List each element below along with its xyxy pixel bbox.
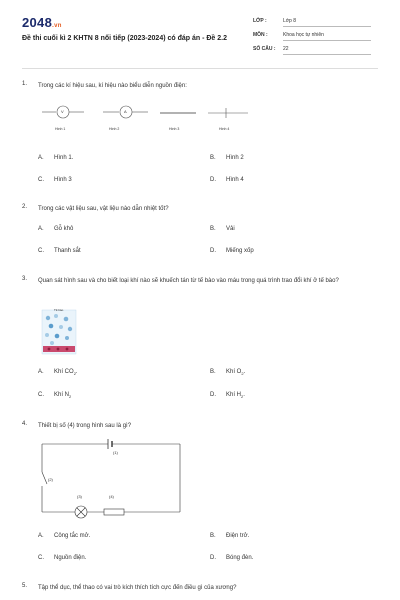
option-text: Gỗ khô <box>54 226 74 232</box>
option-letter: C. <box>38 248 44 254</box>
meta-class-value: Lớp 8 <box>283 18 371 27</box>
option-text: Bóng đèn. <box>226 555 254 561</box>
question-text: Quan sát hình sau và cho biết loại khí nào sẽ khuếch tán từ tế bào vào máu trong quá trình trao đổi khí ở tế bào? <box>38 278 339 284</box>
option-subscript: 2 <box>73 371 76 377</box>
option-letter: D. <box>210 392 216 398</box>
option-text-after: . <box>243 392 245 398</box>
fig2-caption: Hình 2 <box>109 127 120 131</box>
fig4-caption: Hình 4 <box>219 127 230 131</box>
option-text-after: . <box>75 369 78 375</box>
option-text: Hình 2 <box>226 155 244 161</box>
option-subscript: 2 <box>241 371 244 377</box>
question-text: Trong các vật liệu sau, vật liệu nào dẫn nhiệt tốt? <box>38 206 169 212</box>
circuit-label-1: (1) <box>113 450 118 455</box>
meta-subject-label: MÔN : <box>253 32 268 38</box>
switch-icon <box>42 472 47 484</box>
option-letter: A. <box>38 369 44 375</box>
logo-suffix: .vn <box>52 23 62 29</box>
question-number: 5. <box>22 583 28 589</box>
document-title: Đề thi cuối kì 2 KHTN 8 nối tiếp (2023-2024) có đáp án - Đề 2.2 <box>22 35 227 42</box>
option-text: Công tắc mở. <box>54 533 91 539</box>
option-letter: A. <box>38 226 44 232</box>
option-text-main: Khí CO <box>54 369 74 375</box>
option-letter: C. <box>38 177 44 183</box>
meta-count-label: SỐ CÂU : <box>253 46 276 52</box>
option-text: Nguồn điện. <box>54 555 87 561</box>
option-letter: D. <box>210 177 216 183</box>
fig3-caption: Hình 3 <box>169 127 180 131</box>
question-text: Thiết bị số (4) trong hình sau là gì? <box>38 423 132 429</box>
circuit-label-2: (2) <box>48 477 53 482</box>
option-text: Hình 1. <box>54 155 74 161</box>
question-number: 2. <box>22 204 28 210</box>
ammeter-label: A <box>124 109 127 114</box>
logo-main: 2048 <box>22 15 53 30</box>
circuit-label-3: (3) <box>77 494 82 499</box>
question-number: 3. <box>22 276 28 282</box>
option-text: Thanh sắt <box>54 248 81 254</box>
option-subscript: 2 <box>241 394 244 400</box>
resistor-icon <box>104 509 124 515</box>
question-number: 1. <box>22 81 28 87</box>
question-number: 4. <box>22 421 28 427</box>
option-text: Hình 4 <box>226 177 244 183</box>
meta-class-label: LỚP : <box>253 18 267 24</box>
option-text-main: Khí H <box>226 392 242 398</box>
option-letter: A. <box>38 533 44 539</box>
option-letter: D. <box>210 555 216 561</box>
voltmeter-label: V <box>61 109 64 114</box>
option-text-main: Khí O <box>226 369 242 375</box>
option-letter: B. <box>210 226 216 232</box>
option-letter: B. <box>210 533 216 539</box>
option-letter: A. <box>38 155 44 161</box>
question-text: Trong các kí hiệu sau, kí hiệu nào biểu diễn nguồn điện: <box>38 83 187 89</box>
meta-count-value: 22 <box>283 46 371 55</box>
option-text: Điện trở. <box>226 533 250 539</box>
option-text: Hình 3 <box>54 177 72 183</box>
option-text: Miếng xốp <box>226 248 254 254</box>
option-letter: C. <box>38 392 44 398</box>
meta-subject-value: Khoa học tự nhiên <box>283 32 371 41</box>
question-text: Tập thể dục, thể thao có vai trò kích thích tích cực đến điều gì của xương? <box>38 585 237 591</box>
circuit-label-4: (4) <box>109 494 114 499</box>
option-text-after: . <box>243 369 246 375</box>
option-subscript: 2 <box>69 394 72 400</box>
fig1-caption: Hình 1 <box>55 127 66 131</box>
option-letter: D. <box>210 248 216 254</box>
option-letter: B. <box>210 155 216 161</box>
option-text: Vải <box>226 226 235 232</box>
option-text-main: Khí N <box>54 392 70 398</box>
option-letter: C. <box>38 555 44 561</box>
option-letter: B. <box>210 369 216 375</box>
cell-figure-label: Tế bào <box>54 308 64 312</box>
